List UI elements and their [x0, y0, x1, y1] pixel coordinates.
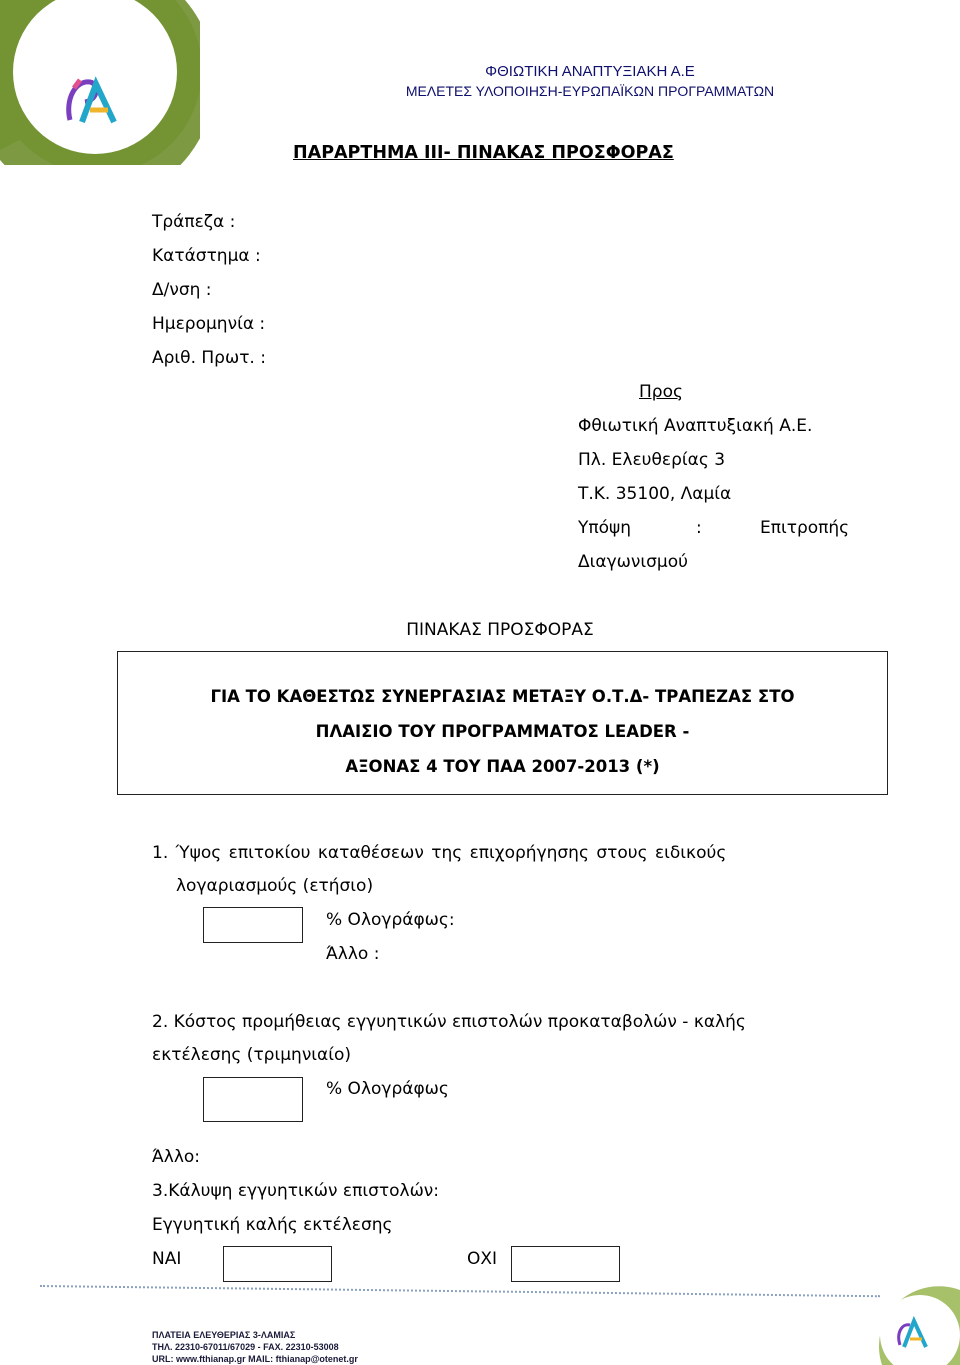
page-title: ΠΑΡΑΡΤΗΜΑ III- ΠΙΝΑΚΑΣ ΠΡΟΣΦΟΡΑΣ	[293, 143, 674, 163]
recipient-name: Φθιωτική Αναπτυξιακή Α.Ε.	[578, 416, 813, 436]
no-checkbox[interactable]	[511, 1246, 620, 1282]
header-subtitle: ΜΕΛΕΤΕΣ ΥΛΟΠΟΙΗΣΗ-ΕΥΡΩΠΑΪΚΩΝ ΠΡΟΓΡΑΜΜΑΤΩΝ	[405, 83, 775, 99]
footer-url: URL: www.fthianap.gr MAIL: fthianap@otenet.gr	[152, 1354, 358, 1364]
field-address: Δ/νση :	[152, 280, 212, 300]
item1-other-label: Άλλο :	[326, 944, 380, 964]
recipient-address: Πλ. Ελευθερίας 3	[578, 450, 726, 470]
yes-checkbox[interactable]	[223, 1246, 332, 1282]
recipient-attn-right: Επιτροπής	[760, 518, 850, 538]
company-logo	[60, 70, 140, 130]
no-label: ΟΧΙ	[467, 1249, 498, 1269]
item2-line2: εκτέλεσης (τριμηνιαίο)	[152, 1045, 352, 1065]
footer-divider	[40, 1285, 880, 1297]
footer-address: ΠΛΑΤΕΙΑ ΕΛΕΥΘΕΡΙΑΣ 3-ΛΑΜΙΑΣ	[152, 1330, 296, 1340]
box-line-1: ΓΙΑ ΤΟ ΚΑΘΕΣΤΩΣ ΣΥΝΕΡΓΑΣΙΑΣ ΜΕΤΑΞΥ Ο.Τ.Δ- ΤΡΑΠΕΖΑΣ ΣΤΟ	[210, 687, 795, 706]
recipient-attn-colon: :	[696, 518, 702, 538]
box-line-2: ΠΛΑΙΣΙΟ ΤΟΥ ΠΡΟΓΡΑΜΜΑΤΟΣ LEADER -	[315, 722, 690, 741]
item1-rate-field[interactable]	[203, 907, 303, 943]
field-date: Ημερομηνία :	[152, 314, 266, 334]
item2-cost-field[interactable]	[203, 1077, 303, 1122]
scheme-box	[117, 651, 888, 795]
item3-sub: Εγγυητική καλής εκτέλεσης	[152, 1215, 393, 1235]
item3-other-label: Άλλο:	[152, 1147, 201, 1167]
item1-line1: 1. Ύψος επιτοκίου καταθέσεων της επιχορήγησης στους ειδικούς	[152, 843, 727, 863]
recipient-to: Προς	[639, 382, 683, 402]
footer-swoosh	[862, 1285, 960, 1365]
box-line-3: ΑΞΟΝΑΣ 4 ΤΟΥ ΠΑΑ 2007-2013 (*)	[345, 757, 660, 776]
item1-percent-label: % Ολογράφως:	[326, 910, 455, 930]
item3-heading: 3.Κάλυψη εγγυητικών επιστολών:	[152, 1181, 440, 1201]
item2-percent-label: % Ολογράφως	[326, 1079, 449, 1099]
recipient-city: Τ.Κ. 35100, Λαμία	[578, 484, 732, 504]
footer-phone: ΤΗΛ. 22310-67011/67029 - FAX. 22310-53008	[152, 1342, 339, 1352]
header-company: ΦΘΙΩΤΙΚΗ ΑΝΑΠΤΥΞΙΑΚΗ Α.Ε	[485, 63, 695, 80]
recipient-attn-left: Υπόψη	[578, 518, 632, 538]
yes-label: ΝΑΙ	[152, 1249, 182, 1269]
recipient-attn-line2: Διαγωνισμού	[578, 552, 688, 572]
field-bank: Τράπεζα :	[152, 212, 236, 232]
item1-line2: λογαριασμούς (ετήσιο)	[176, 876, 374, 896]
field-protocol: Αριθ. Πρωτ. :	[152, 348, 266, 368]
table-title: ΠΙΝΑΚΑΣ ΠΡΟΣΦΟΡΑΣ	[406, 620, 594, 640]
item2-line1: 2. Κόστος προμήθειας εγγυητικών επιστολών προκαταβολών - καλής	[152, 1012, 746, 1032]
field-branch: Κατάστημα :	[152, 246, 261, 266]
